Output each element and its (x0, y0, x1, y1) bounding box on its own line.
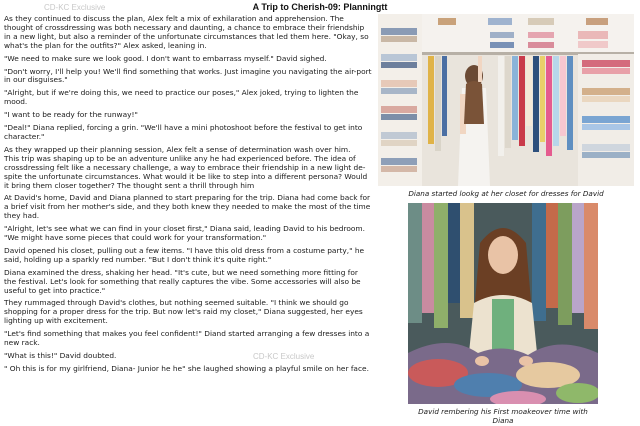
paragraph: " Oh this is for my girlfriend, Diana- Junior he he" she laughed showing a playful smile on her face. (4, 363, 369, 373)
paragraph: Diana examined the dress, shaking her head. "It's cute, but we need something more fitting for the festival. Let's look for something that really captures the vibe. Some accessories will also be useful to get into practice." (4, 267, 361, 295)
paragraph: "I want to be ready for the runway!" (4, 110, 138, 120)
girl-in-clothes-pile-photo-icon (408, 203, 598, 404)
paragraph: At David's home, David and Diana planned to start preparing for the trip. Diana had come back for a brief visit from her mother's side, and they both knew they needed to make the most of the time they had. (4, 193, 371, 221)
paragraph: David opened his closet, pulling out a few items. "I have this old dress from a costume party," he said, holding up a sparkly red number. "But I don't think it's quite right." (4, 245, 365, 264)
closet-photo-icon (378, 14, 634, 186)
paragraph: "What is this!" David doubted. (4, 351, 117, 360)
figure-caption: Diana started lookg at her closet for dresses for David (408, 189, 604, 198)
paragraph: "We need to make sure we look good. I don't want to embarrass myself." David sighed. (4, 53, 327, 63)
paragraph: "Deal!" Diana replied, forcing a grin. "We'll have a mini photoshoot before the festival to get into character." (4, 123, 363, 141)
paragraph: "Let's find something that makes you feel confident!" Diand started arranging a few dresses into a new rack. (4, 329, 370, 348)
story-text (4, 15, 372, 378)
paragraph: "Don't worry, I'll help you! We'll find something that works. Just imagine you navigating the air-port in our disguises." (4, 66, 372, 85)
paragraph: As they wrapped up their planning session, Alex felt a sense of determination wash over him. (4, 144, 351, 154)
figure-caption: David rembering his First moakeover time with Diana (418, 407, 588, 425)
watermark: CD-KC Exclusive (44, 3, 106, 12)
paragraph: "Alright, but if we're doing this, we need to practice our poses," Alex joked, trying to lighten the mood. (4, 88, 359, 107)
page-title: A Trip to Cherish-09: Planningtt (252, 2, 388, 12)
paragraph: This trip was shaping up to be an adventure unlike any he had experienced before. The idea of crossdressing felt like a necessary challenge, a way to embrace their friendship in a new light de-spite the unfortunate circumstances. What would it be like to step into a different persona? Would it bring them closer together? The thought sent a thrill through him (4, 153, 368, 190)
paragraph: "Alright, let's see what we can find in your closet first," Diana said, leading David to his bedroom. "We might have some pieces that could work for your transformation." (4, 224, 365, 243)
paragraph: As they continued to discuss the plan, Alex felt a mix of exhilaration and apprehension. The thought of crossdressing was both necessary and daunting, a chance to embrace their friendship in a new light, but also a reminder of the unfortunate circumstances that led them here. "Okay, so what's the plan for the outfits?" Alex asked, leaning in. (4, 14, 369, 50)
closet-figure (378, 14, 634, 198)
watermark: CD-KC Exclusive (253, 352, 315, 361)
makeover-figure (408, 203, 598, 425)
paragraph: They rummaged through David's clothes, but nothing seemed suitable. "I think we should go shopping for a proper dress for the trip. But now let's raid my closet," Diana suggested, her eyes lighting up with excitement. (4, 298, 363, 326)
